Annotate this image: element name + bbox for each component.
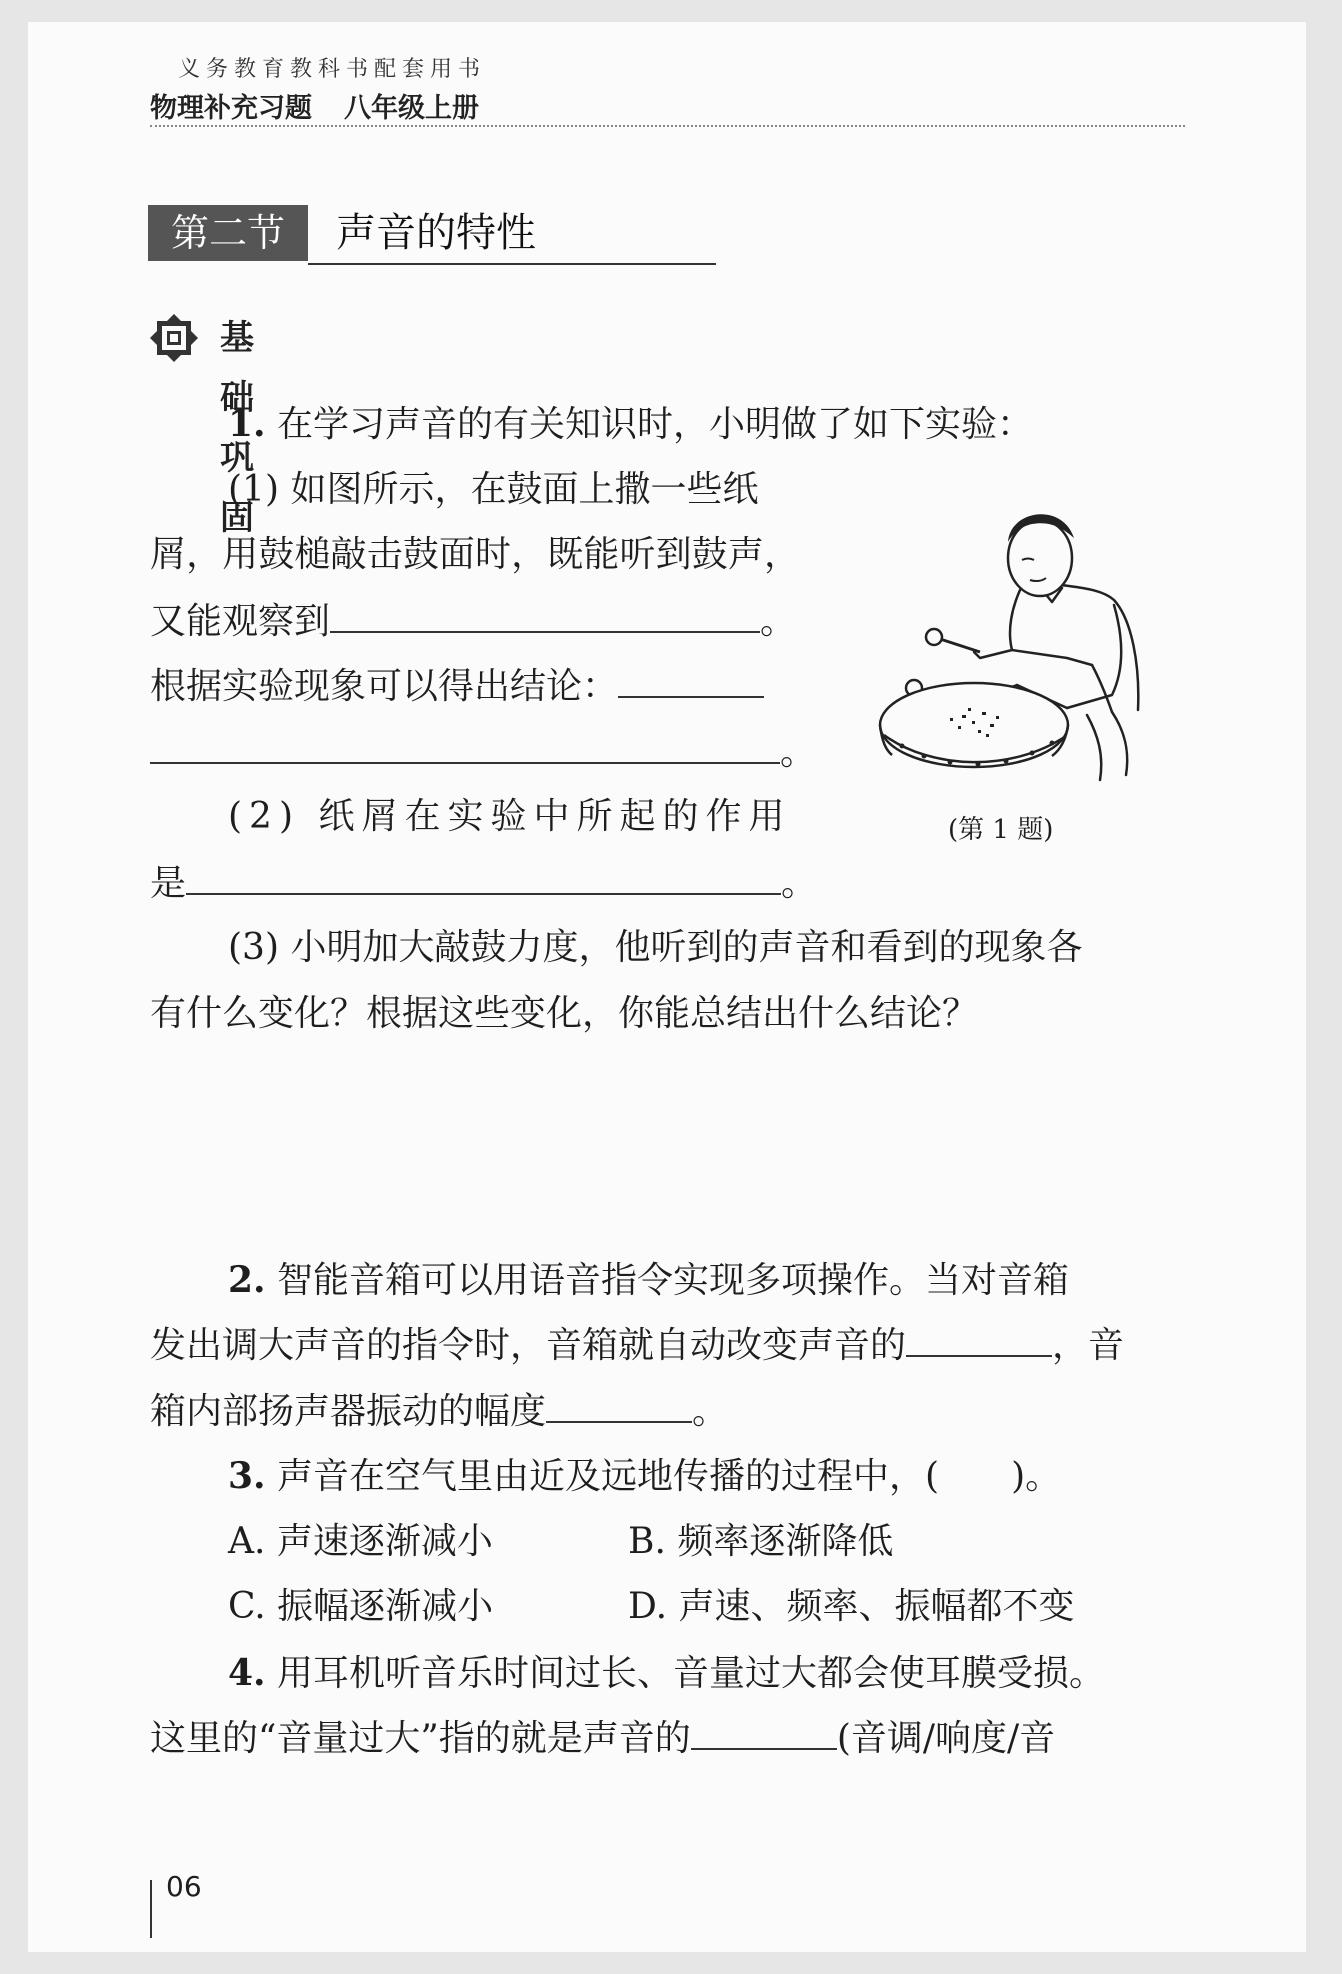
q1-intro — [228, 400, 1033, 449]
q1-number: 1. — [228, 403, 266, 445]
q1-part1-line2: 屑，用鼓槌敲击鼓面时，既能听到鼓声， — [150, 534, 800, 575]
q3-option-c-text: 振幅逐渐减小 — [277, 1586, 494, 1627]
q4-number: 4. — [228, 1652, 266, 1694]
q1-part2-line2-text: 是 — [150, 863, 187, 904]
figure-caption: (第 1 题) — [948, 815, 1054, 845]
q3-option-d-letter: D. — [628, 1586, 668, 1627]
q3-stem — [228, 1452, 1061, 1501]
q2-line1-text: 智能音箱可以用语音指令实现多项操作。当对音箱 — [277, 1260, 1070, 1301]
book-header — [150, 86, 479, 125]
section-number: 第二节 — [148, 205, 308, 261]
q1-part2-line2-end: 。 — [781, 863, 818, 904]
q1-conclusion-blank-a[interactable] — [618, 662, 764, 698]
series-title: 义务教育教科书配套用书 — [178, 57, 487, 82]
page-number-rule — [150, 1880, 152, 1938]
q1-conclusion-blank-b[interactable] — [150, 728, 780, 764]
q2-line2-text-a: 发出调大声音的指令时，音箱就自动改变声音的 — [150, 1325, 907, 1366]
q3-option-b-letter: B. — [628, 1521, 666, 1562]
q1-role-blank[interactable] — [186, 859, 781, 895]
q4-line2 — [150, 1714, 1055, 1763]
page-number: 06 — [166, 1870, 202, 1903]
q2-line3-text-b: 。 — [692, 1391, 729, 1432]
q2-line3 — [150, 1387, 728, 1436]
q3-option-a[interactable] — [228, 1518, 493, 1566]
q1-part1-line3-text: 又能观察到 — [150, 601, 331, 642]
q4-line2-text-a: 这里的“音量过大”指的就是声音的 — [150, 1718, 691, 1759]
section-title: 声音的特性 — [336, 210, 536, 256]
q3-option-c[interactable] — [228, 1583, 493, 1631]
q3-option-d[interactable] — [628, 1583, 1075, 1631]
q1-part2-line1: (2) 纸屑在实验中所起的作用 — [228, 796, 792, 837]
q3-option-a-text: 声速逐渐减小 — [276, 1521, 493, 1562]
q1-part1-line5 — [150, 728, 816, 777]
q2-line2 — [150, 1321, 1124, 1370]
header-divider — [150, 125, 1185, 127]
q1-part1-line1: (1) 如图所示，在鼓面上撒一些纸 — [228, 469, 759, 510]
diamond-square-icon — [148, 312, 200, 364]
q1-part3-line2: 有什么变化？根据这些变化，你能总结出什么结论？ — [150, 993, 979, 1034]
q3-option-a-letter: A. — [228, 1521, 266, 1562]
q1-part2-line2 — [150, 859, 817, 908]
q4-line1 — [228, 1649, 1105, 1698]
q3-option-b-text: 频率逐渐降低 — [677, 1521, 894, 1562]
q4-line2-text-b: (音调/响度/音 — [836, 1718, 1056, 1759]
boy-drumming-figure — [862, 480, 1182, 800]
q3-option-b[interactable] — [628, 1518, 893, 1566]
q1-observe-blank[interactable] — [330, 597, 760, 633]
q1-part1-line3-end: 。 — [760, 601, 797, 642]
q2-line2-text-b: ，音 — [1052, 1325, 1125, 1366]
q2-amplitude-blank[interactable] — [546, 1387, 692, 1423]
q2-line3-text-a: 箱内部扬声器振动的幅度 — [150, 1391, 547, 1432]
q1-part1-line5-end: 。 — [780, 732, 817, 773]
q1-answer-space[interactable] — [150, 1050, 1185, 1230]
section-underline — [308, 263, 716, 265]
q3-number: 3. — [228, 1455, 266, 1497]
q4-property-blank[interactable] — [691, 1714, 837, 1750]
book-grade: 八年级上册 — [344, 93, 479, 124]
q1-part1-line4 — [150, 662, 764, 711]
q3-option-c-letter: C. — [228, 1586, 266, 1627]
book-title: 物理补充习题 — [150, 93, 312, 124]
q1-part1-line3 — [150, 597, 796, 646]
q4-line1-text: 用耳机听音乐时间过长、音量过大都会使耳膜受损。 — [277, 1653, 1106, 1694]
q3-option-d-text: 声速、频率、振幅都不变 — [678, 1586, 1075, 1627]
q2-property-blank[interactable] — [906, 1321, 1052, 1357]
q3-stem-text: 声音在空气里由近及远地传播的过程中，( )。 — [277, 1456, 1062, 1497]
q1-part1-line4-text: 根据实验现象可以得出结论： — [150, 666, 619, 707]
q2-number: 2. — [228, 1259, 266, 1301]
q2-line1 — [228, 1256, 1069, 1305]
subsection-title: 基础巩固 — [220, 318, 254, 538]
q1-part3-line1: (3) 小明加大敲鼓力度，他听到的声音和看到的现象各 — [228, 927, 1083, 968]
q1-intro-text: 在学习声音的有关知识时，小明做了如下实验： — [277, 404, 1034, 445]
